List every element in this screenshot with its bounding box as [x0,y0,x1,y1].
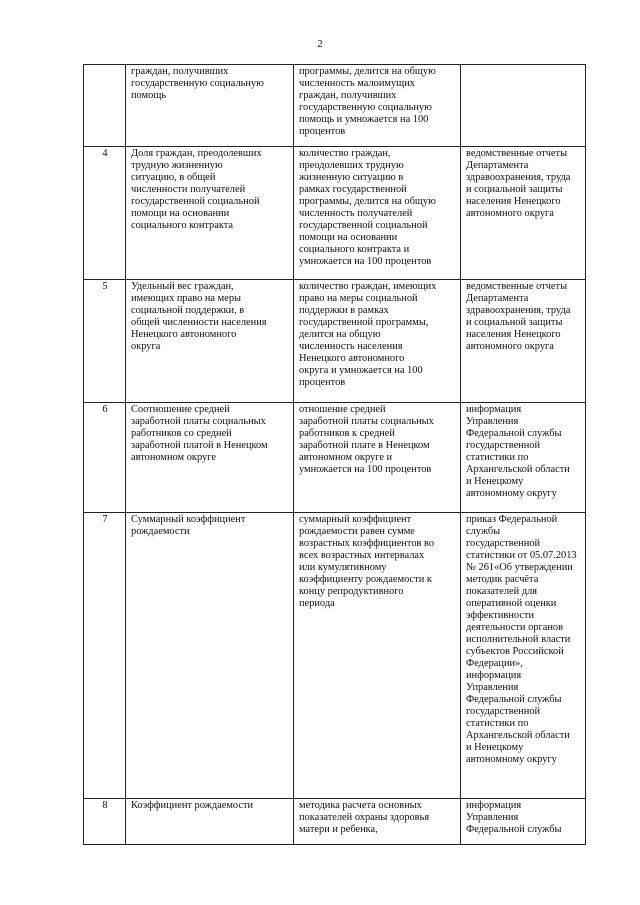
table-row [84,65,586,147]
row-number: 8 [84,799,126,845]
table-row [84,147,586,280]
indicator-name: Удельный вес граждан, имеющих право на меры социальной поддержки, в общей численности населения Ненецкого автономного округа [126,280,294,403]
table-row [84,799,586,845]
indicator-name: Доля граждан, преодолевших трудную жизненную ситуацию, в общей численности получателей государственной социальной помощи на основании социального контракта [126,147,294,280]
indicator-name: Коэффициент рождаемости [126,799,294,845]
indicator-name: Соотношение средней заработной платы социальных работников со средней заработной платой в Ненецком автономном округе [126,403,294,513]
row-number [84,65,126,147]
table-row [84,513,586,799]
calculation-method: количество граждан, преодолевших трудную жизненную ситуацию в рамках государственной программы, делится на общую численность получателей государственной социальной помощи на основании социального контракта и умножается на 100 процентов [294,147,461,280]
data-source: ведомственные отчеты Департамента здравоохранения, труда и социальной защиты населения Ненецкого автономного округа [461,147,586,280]
indicator-name: Суммарный коэффициент рождаемости [126,513,294,799]
calculation-method: методика расчета основных показателей охраны здоровья матери и ребенка, [294,799,461,845]
page-number: 2 [317,38,323,50]
data-source [461,65,586,147]
indicator-name: граждан, получивших государственную социальную помощь [126,65,294,147]
data-source: информация Управления Федеральной службы [461,799,586,845]
row-number: 6 [84,403,126,513]
row-number: 5 [84,280,126,403]
row-number: 4 [84,147,126,280]
table-row [84,280,586,403]
calculation-method: количество граждан, имеющих право на меры социальной поддержки в рамках государственной программы, делится на общую численность населения Ненецкого автономного округа и умножается на 100 процентов [294,280,461,403]
indicators-table [83,64,586,845]
data-source: приказ Федеральной службы государственной статистики от 05.07.2013 № 261«Об утверждении методик расчёта показателей для оперативной оценки эффективности деятельности органов исполнительной власти субъектов Российской Федерации», информация Управления Федеральной службы государственной статистики по Архангельской области и Ненецкому автономному округу [461,513,586,799]
data-source: информация Управления Федеральной службы государственной статистики по Архангельской области и Ненецкому автономному округу [461,403,586,513]
calculation-method: суммарный коэффициент рождаемости равен сумме возрастных коэффициентов во всех возрастных интервалах или кумулятивному коэффициенту рождаемости к концу репродуктивного периода [294,513,461,799]
table-row [84,403,586,513]
calculation-method: программы, делится на общую численность малоимущих граждан, получивших государственную социальную помощь и умножается на 100 процентов [294,65,461,147]
data-source: ведомственные отчеты Департамента здравоохранения, труда и социальной защиты населения Ненецкого автономного округа [461,280,586,403]
row-number: 7 [84,513,126,799]
calculation-method: отношение средней заработной платы социальных работников к средней заработной плате в Ненецком автономном округе и умножается на 100 процентов [294,403,461,513]
